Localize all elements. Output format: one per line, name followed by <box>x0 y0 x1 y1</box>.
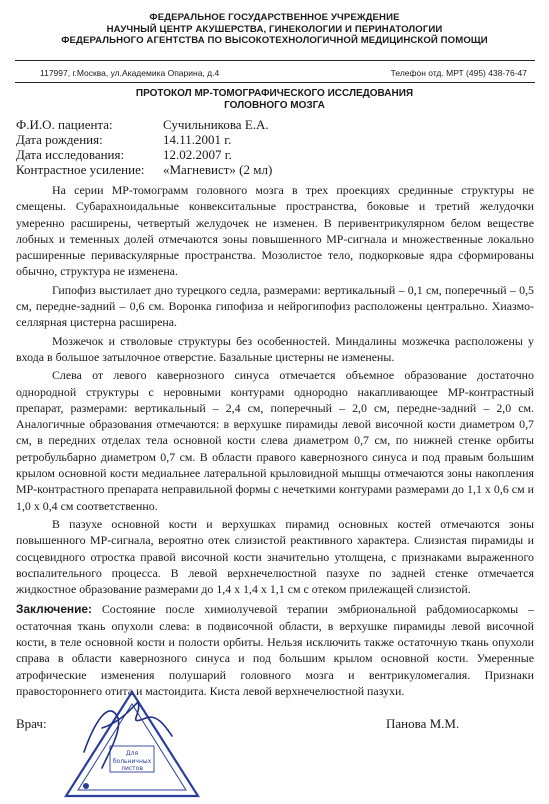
stamp-inner-triangle <box>78 704 186 790</box>
institution-header <box>20 12 529 47</box>
protocol-title <box>20 88 529 112</box>
patient-label: Ф.И.О. пациента: <box>16 117 113 132</box>
title-line-2: ГОЛОВНОГО МОЗГА <box>224 100 325 111</box>
birth-date-value: 14.11.2001 г. <box>163 132 232 147</box>
doctor-name: Панова М.М. <box>386 716 460 731</box>
exam-date-label: Дата исследования: <box>16 147 125 162</box>
title-line-1: ПРОТОКОЛ МР-ТОМОГРАФИЧЕСКОГО ИССЛЕДОВАНИЯ <box>135 88 414 99</box>
phone-text: Телефон отд. МРТ (495) 438-76-47 <box>390 68 527 78</box>
patient-value: Сучильникова Е.А. <box>163 117 269 132</box>
header-line-1: ФЕДЕРАЛЬНОЕ ГОСУДАРСТВЕННОЕ УЧРЕЖДЕНИЕ <box>149 12 400 23</box>
address-text: 117997, г.Москва, ул.Академика Опарина, д.4 <box>40 68 220 78</box>
header-line-2: НАУЧНЫЙ ЦЕНТР АКУШЕРСТВА, ГИНЕКОЛОГИИ И ПЕРИНАТОЛОГИИ <box>106 23 443 35</box>
doctor-label: Врач: <box>16 716 47 731</box>
header-rule-top <box>15 60 535 61</box>
stamp-emblem-dot <box>83 783 89 789</box>
contrast-value: «Магневист» (2 мл) <box>163 162 273 177</box>
contrast-label: Контрастное усиление: <box>16 162 145 177</box>
paragraph-lesions: Слева от левого кавернозного синуса отмечается объемное образование достаточно однородной структуры с неровными контурами однородно накапливающее МР-контрастный препарат, размерами: вертикальный – 2,4 см, поперечный – 2,0 см, передне-задний – 2,0 см. Аналогичные образования отмечаются: в верхушке пирамиды левой височной кости диаметром 0,7 см, в передних отделах тела основной кости слева диаметром 0,7 см, по нижней стенке орбиты ретробульбарно диаметром 0,7 см. В области правого кавернозного синуса и под правым большим крылом основной кости медиальнее латеральной крыловидной мышцы отмечаются зоны накопления МР-контрастного препарата неправильной формы с нечеткими контурами размерами до 1,1 х 0,6 см и 1,0 х 0,4 см соответственно. <box>16 368 534 513</box>
stamp-text-3: листов <box>121 765 143 772</box>
stamp-text-2: больничных <box>112 758 152 765</box>
birth-date-label: Дата рождения: <box>16 132 103 147</box>
paragraph-cerebellum: Мозжечок и стволовые структуры без особенностей. Миндалины мозжечка расположены у входа в большое затылочное отверстие. Базальные цистерны не изменены. <box>16 333 534 364</box>
exam-date-value: 12.02.2007 г. <box>163 147 232 162</box>
triangle-stamp <box>62 688 202 800</box>
header-line-3: ФЕДЕРАЛЬНОГО АГЕНТСТВА ПО ВЫСОКОТЕХНОЛОГИЧНОЙ МЕДИЦИНСКОЙ ПОМОЩИ <box>61 35 488 46</box>
paragraph-sinuses: В пазухе основной кости и верхушках пирамид основных костей отмечаются зоны повышенного МР-сигнала, вероятно отек слизистой реактивного характера. Слизистая пирамиды и сосцевидного отростка правой височной кости значительно утолщена, с признаками выраженного воспалительного процесса. В левой верхнечелюстной пазухе по задней стенке отмечается жидкостное образование размерами до 1,4 х 1,4 х 1,1 см с отеком прилежащей слизистой. <box>16 516 534 597</box>
conclusion-label: Заключение: <box>16 602 92 617</box>
conclusion-text: Состояние после химиолучевой терапии эмбриональной рабдомиосаркомы – остаточная ткань опухоли слева: в подвисочной области, в верхушке пирамиды левой височной кости, в теле основной кости и полости орбиты. Нельзя исключить также остаточную ткань опухоли справа в области кавернозного синуса и под большим крылом основной кости. Умеренные атрофические изменения полушарий головного мозга и вентрикуломегалия. Признаки правостороннего отита и мастоидита. Киста левой верхнечелюстной пазухи. <box>16 602 534 698</box>
paragraph-brain: На серии МР-томограмм головного мозга в трех проекциях срединные структуры не смещены. Субарахноидальные конвекситальные пространства, боковые и третий желудочки умеренно расширены, четвертый желудочек не изменен. В перивентрикулярном белом веществе лобных и теменных долей отмечаются зоны повышенного МР-сигнала и множественные локально расширенные периваскулярные пространства. Мозолистое тело, подкорковые ядра сформированы обычно, структура не изменена. <box>16 183 534 279</box>
stamp-graphic <box>66 692 198 796</box>
header-rule-bottom <box>15 82 535 83</box>
conclusion-paragraph <box>16 601 534 699</box>
paragraph-pituitary: Гипофиз выстилает дно турецкого седла, размерами: вертикальный – 0,1 см, поперечный – 0,5 см, передне-задний – 0,6 см. Воронка гипофиза и нейрогипофиз расположены центрально. Хиазмо-селлярная цистерна расширена. <box>16 282 534 330</box>
stamp-text-1: Для <box>125 750 139 757</box>
report-body <box>16 182 534 701</box>
